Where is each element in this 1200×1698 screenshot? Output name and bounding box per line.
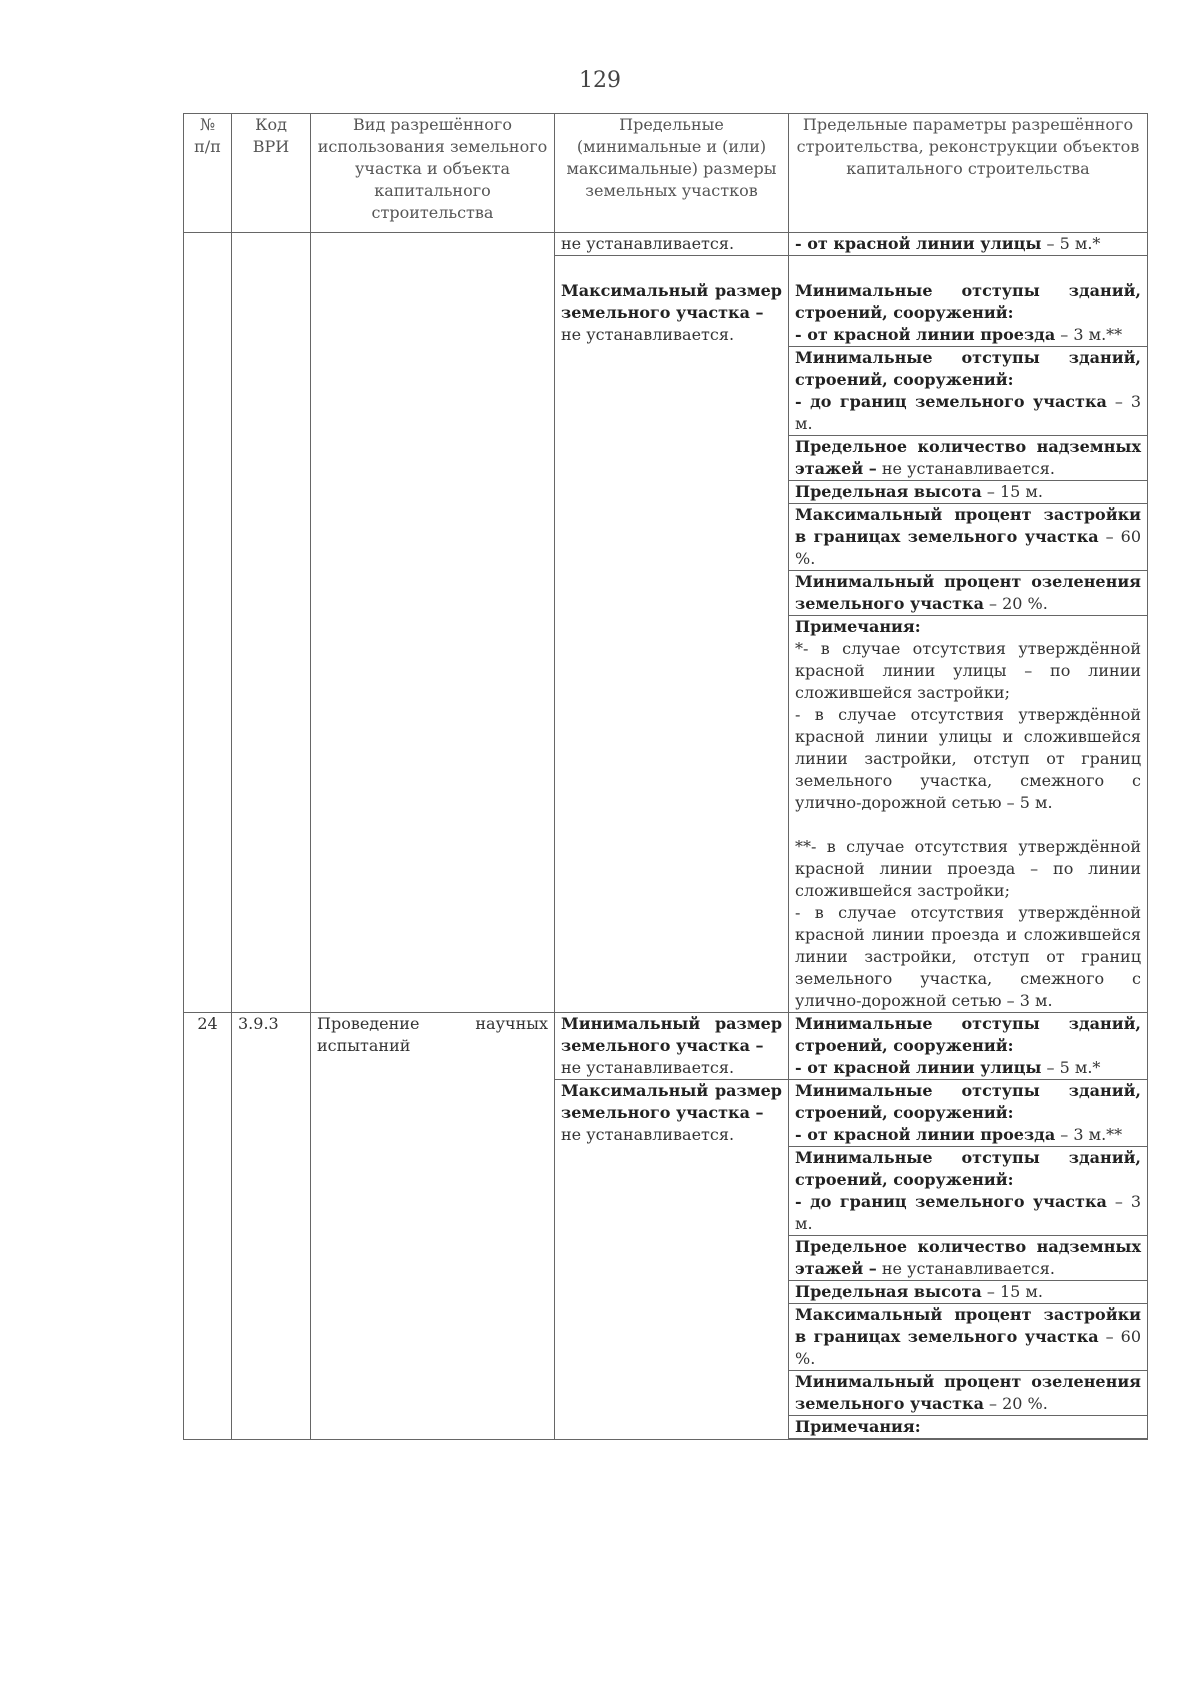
cont-notes: Примечания: *- в случае отсутствия утверждённой красной линии улицы – по линии сложившейся застройки; - в случае отсутствия утверждённой красной линии улицы и сложившейся линии застройки, отступ от границ земельного участка, смежного с улично-дорожной сетью – 5 м. **- в случае отсутствия утверждённой красной линии проезда – по линии сложившейся застройки; - в случае отсутствия утверждённой красной линии проезда и сложившейся линии застройки, отступ от границ земельного участка, смежного с улично-дорожной сетью – 3 м.	[789, 616, 1148, 1013]
header-code: Код ВРИ	[232, 114, 311, 233]
cont-param-tail: - от красной линии улицы – 5 м.*	[789, 233, 1148, 256]
zoning-table	[183, 113, 1148, 1440]
note-4: - в случае отсутствия утверждённой красной линии проезда и сложившейся линии застройки, отступ от границ земельного участка, смежного с улично-дорожной сетью – 3 м.	[795, 903, 1141, 1010]
cont-param-5: Максимальный процент застройки в границах земельного участка – 60 %.	[789, 504, 1148, 571]
row24-end	[789, 1439, 1148, 1440]
cont-param-6: Минимальный процент озеленения земельного участка – 20 %.	[789, 571, 1148, 616]
row24-max-size: Максимальный размер земельного участка – не устанавливается.	[555, 1080, 789, 1440]
row24-param-4: Предельная высота – 15 м.	[789, 1281, 1148, 1304]
row24-notes: Примечания:	[789, 1416, 1148, 1439]
header-kind: Вид разрешённого использования земельного участка и объекта капитального строительства	[311, 114, 555, 233]
row24-min-size: Минимальный размер земельного участка – не устанавливается.	[555, 1013, 789, 1080]
note-1: *- в случае отсутствия утверждённой красной линии улицы – по линии сложившейся застройки;	[795, 639, 1141, 702]
cont-size-tail: не устанавливается.	[555, 233, 789, 256]
spacer-cell	[789, 256, 1148, 281]
table-row	[184, 1013, 1148, 1080]
row24-param-1: Минимальные отступы зданий, строений, сооружений: - от красной линии проезда – 3 м.**	[789, 1080, 1148, 1147]
table-header-row	[184, 114, 1148, 233]
cont-num-cell	[184, 233, 232, 1013]
row24-kind: Проведение научных испытаний	[311, 1013, 555, 1440]
row24-param-3: Предельное количество надземных этажей – не устанавливается.	[789, 1236, 1148, 1281]
page-number: 129	[579, 68, 621, 93]
cont-param-4: Предельная высота – 15 м.	[789, 481, 1148, 504]
row24-num: 24	[184, 1013, 232, 1440]
header-num: № п/п	[184, 114, 232, 233]
header-sizes: Предельные (минимальные и (или) максимальные) размеры земельных участков	[555, 114, 789, 233]
cont-param-2: Минимальные отступы зданий, строений, сооружений: - до границ земельного участка – 3 м.	[789, 347, 1148, 436]
cont-code-cell	[232, 233, 311, 1013]
row24-param-0: Минимальные отступы зданий, строений, сооружений: - от красной линии улицы – 5 м.*	[789, 1013, 1148, 1080]
cont-param-3: Предельное количество надземных этажей – не устанавливается.	[789, 436, 1148, 481]
row24-param-6: Минимальный процент озеленения земельного участка – 20 %.	[789, 1371, 1148, 1416]
row24-code: 3.9.3	[232, 1013, 311, 1440]
note-2: - в случае отсутствия утверждённой красной линии улицы и сложившейся линии застройки, отступ от границ земельного участка, смежного с улично-дорожной сетью – 5 м.	[795, 705, 1141, 812]
table-row	[184, 233, 1148, 256]
row24-param-2: Минимальные отступы зданий, строений, сооружений: - до границ земельного участка – 3 м.	[789, 1147, 1148, 1236]
note-3: **- в случае отсутствия утверждённой красной линии проезда – по линии сложившейся застройки;	[795, 837, 1141, 900]
spacer-cell	[555, 256, 789, 281]
header-params: Предельные параметры разрешённого строительства, реконструкции объектов капитального строительства	[789, 114, 1148, 233]
cont-kind-cell	[311, 233, 555, 1013]
cont-param-1: Минимальные отступы зданий, строений, сооружений: - от красной линии проезда – 3 м.**	[789, 280, 1148, 347]
cont-max-size: Максимальный размер земельного участка – не устанавливается.	[555, 280, 789, 1013]
row24-param-5: Максимальный процент застройки в границах земельного участка – 60 %.	[789, 1304, 1148, 1371]
